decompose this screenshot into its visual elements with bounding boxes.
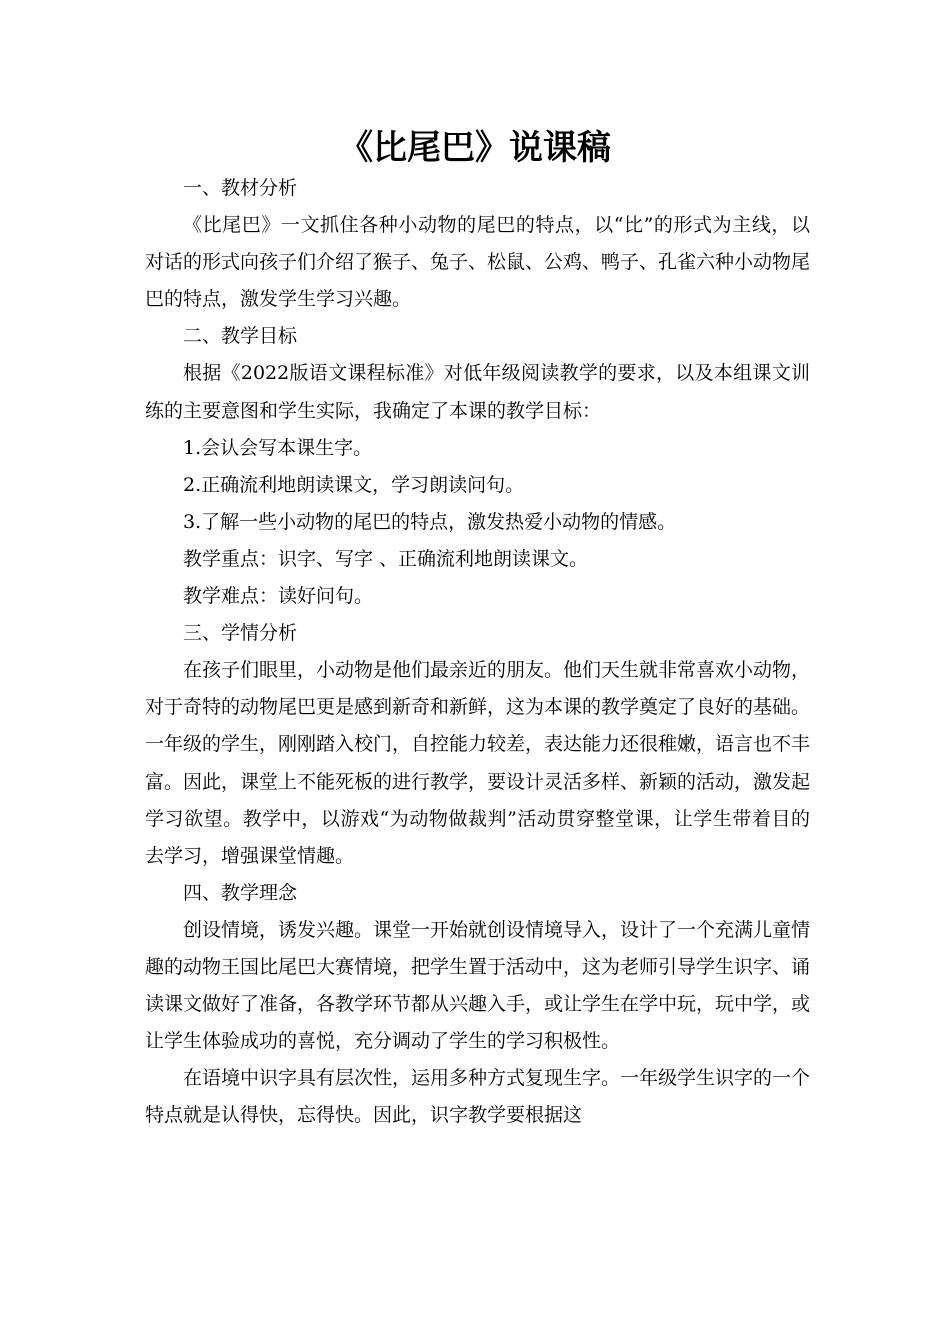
document-title: 《比尾巴》说课稿 (339, 128, 611, 168)
list-item: 1.会认会写本课生字。 (183, 436, 373, 459)
list-item: 2.正确流利地朗读课文，学习朗读问句。 (183, 473, 525, 496)
section-heading: 二、教学目标 (183, 325, 298, 348)
paragraph: 在语境中识字具有层次性，运用多种方式复现生字。一年级学生识字的一个特点就是认得快，忘得快。因此，识字教学要根据这 (145, 1067, 811, 1127)
section-heading: 一、教材分析 (183, 177, 298, 199)
list-item: 3.了解一些小动物的尾巴的特点，激发热爱小动物的情感。 (183, 510, 677, 533)
section-heading: 四、教学理念 (183, 881, 298, 904)
paragraph: 教学重点：识字、写字 、正确流利地朗读课文。 (183, 547, 589, 570)
paragraph: 根据《2022版语文课程标准》对低年级阅读教学的要求，以及本组课文训练的主要意图和学生实际，我确定了本课的教学目标： (145, 362, 810, 422)
paragraph: 《比尾巴》一文抓住各种小动物的尾巴的特点，以“比”的形式为主线，以对话的形式向孩子们介绍了猴子、兔子、松鼠、公鸡、鸭子、孔雀六种小动物尾巴的特点，激发学生学习兴趣。 (145, 214, 811, 311)
paragraph: 在孩子们眼里，小动物是他们最亲近的朋友。他们天生就非常喜欢小动物，对于奇特的动物尾巴更是感到新奇和新鲜，这为本课的教学奠定了良好的基础。一年级的学生，刚刚踏入校门，自控能力较差，表达能力还很稚嫩，语言也不丰富。因此，课堂上不能死板的进行教学，要设计灵活多样、新颖的活动，激发起学习欲望。教学中，以游戏“为动物做裁判”活动贯穿整堂课，让学生带着目的去学习，增强课堂情趣。 (145, 659, 811, 867)
document-body (145, 170, 810, 1134)
paragraph: 教学难点：读好问句。 (183, 585, 374, 608)
section-heading: 三、学情分析 (183, 622, 298, 645)
paragraph: 创设情境，诱发兴趣。课堂一开始就创设情境导入，设计了一个充满儿童情趣的动物王国比尾巴大赛情境，把学生置于活动中，这为老师引导学生识字、诵读课文做好了准备，各教学环节都从兴趣入手，或让学生在学中玩，玩中学，或让学生体验成功的喜悦，充分调动了学生的学习积极性。 (145, 918, 811, 1053)
